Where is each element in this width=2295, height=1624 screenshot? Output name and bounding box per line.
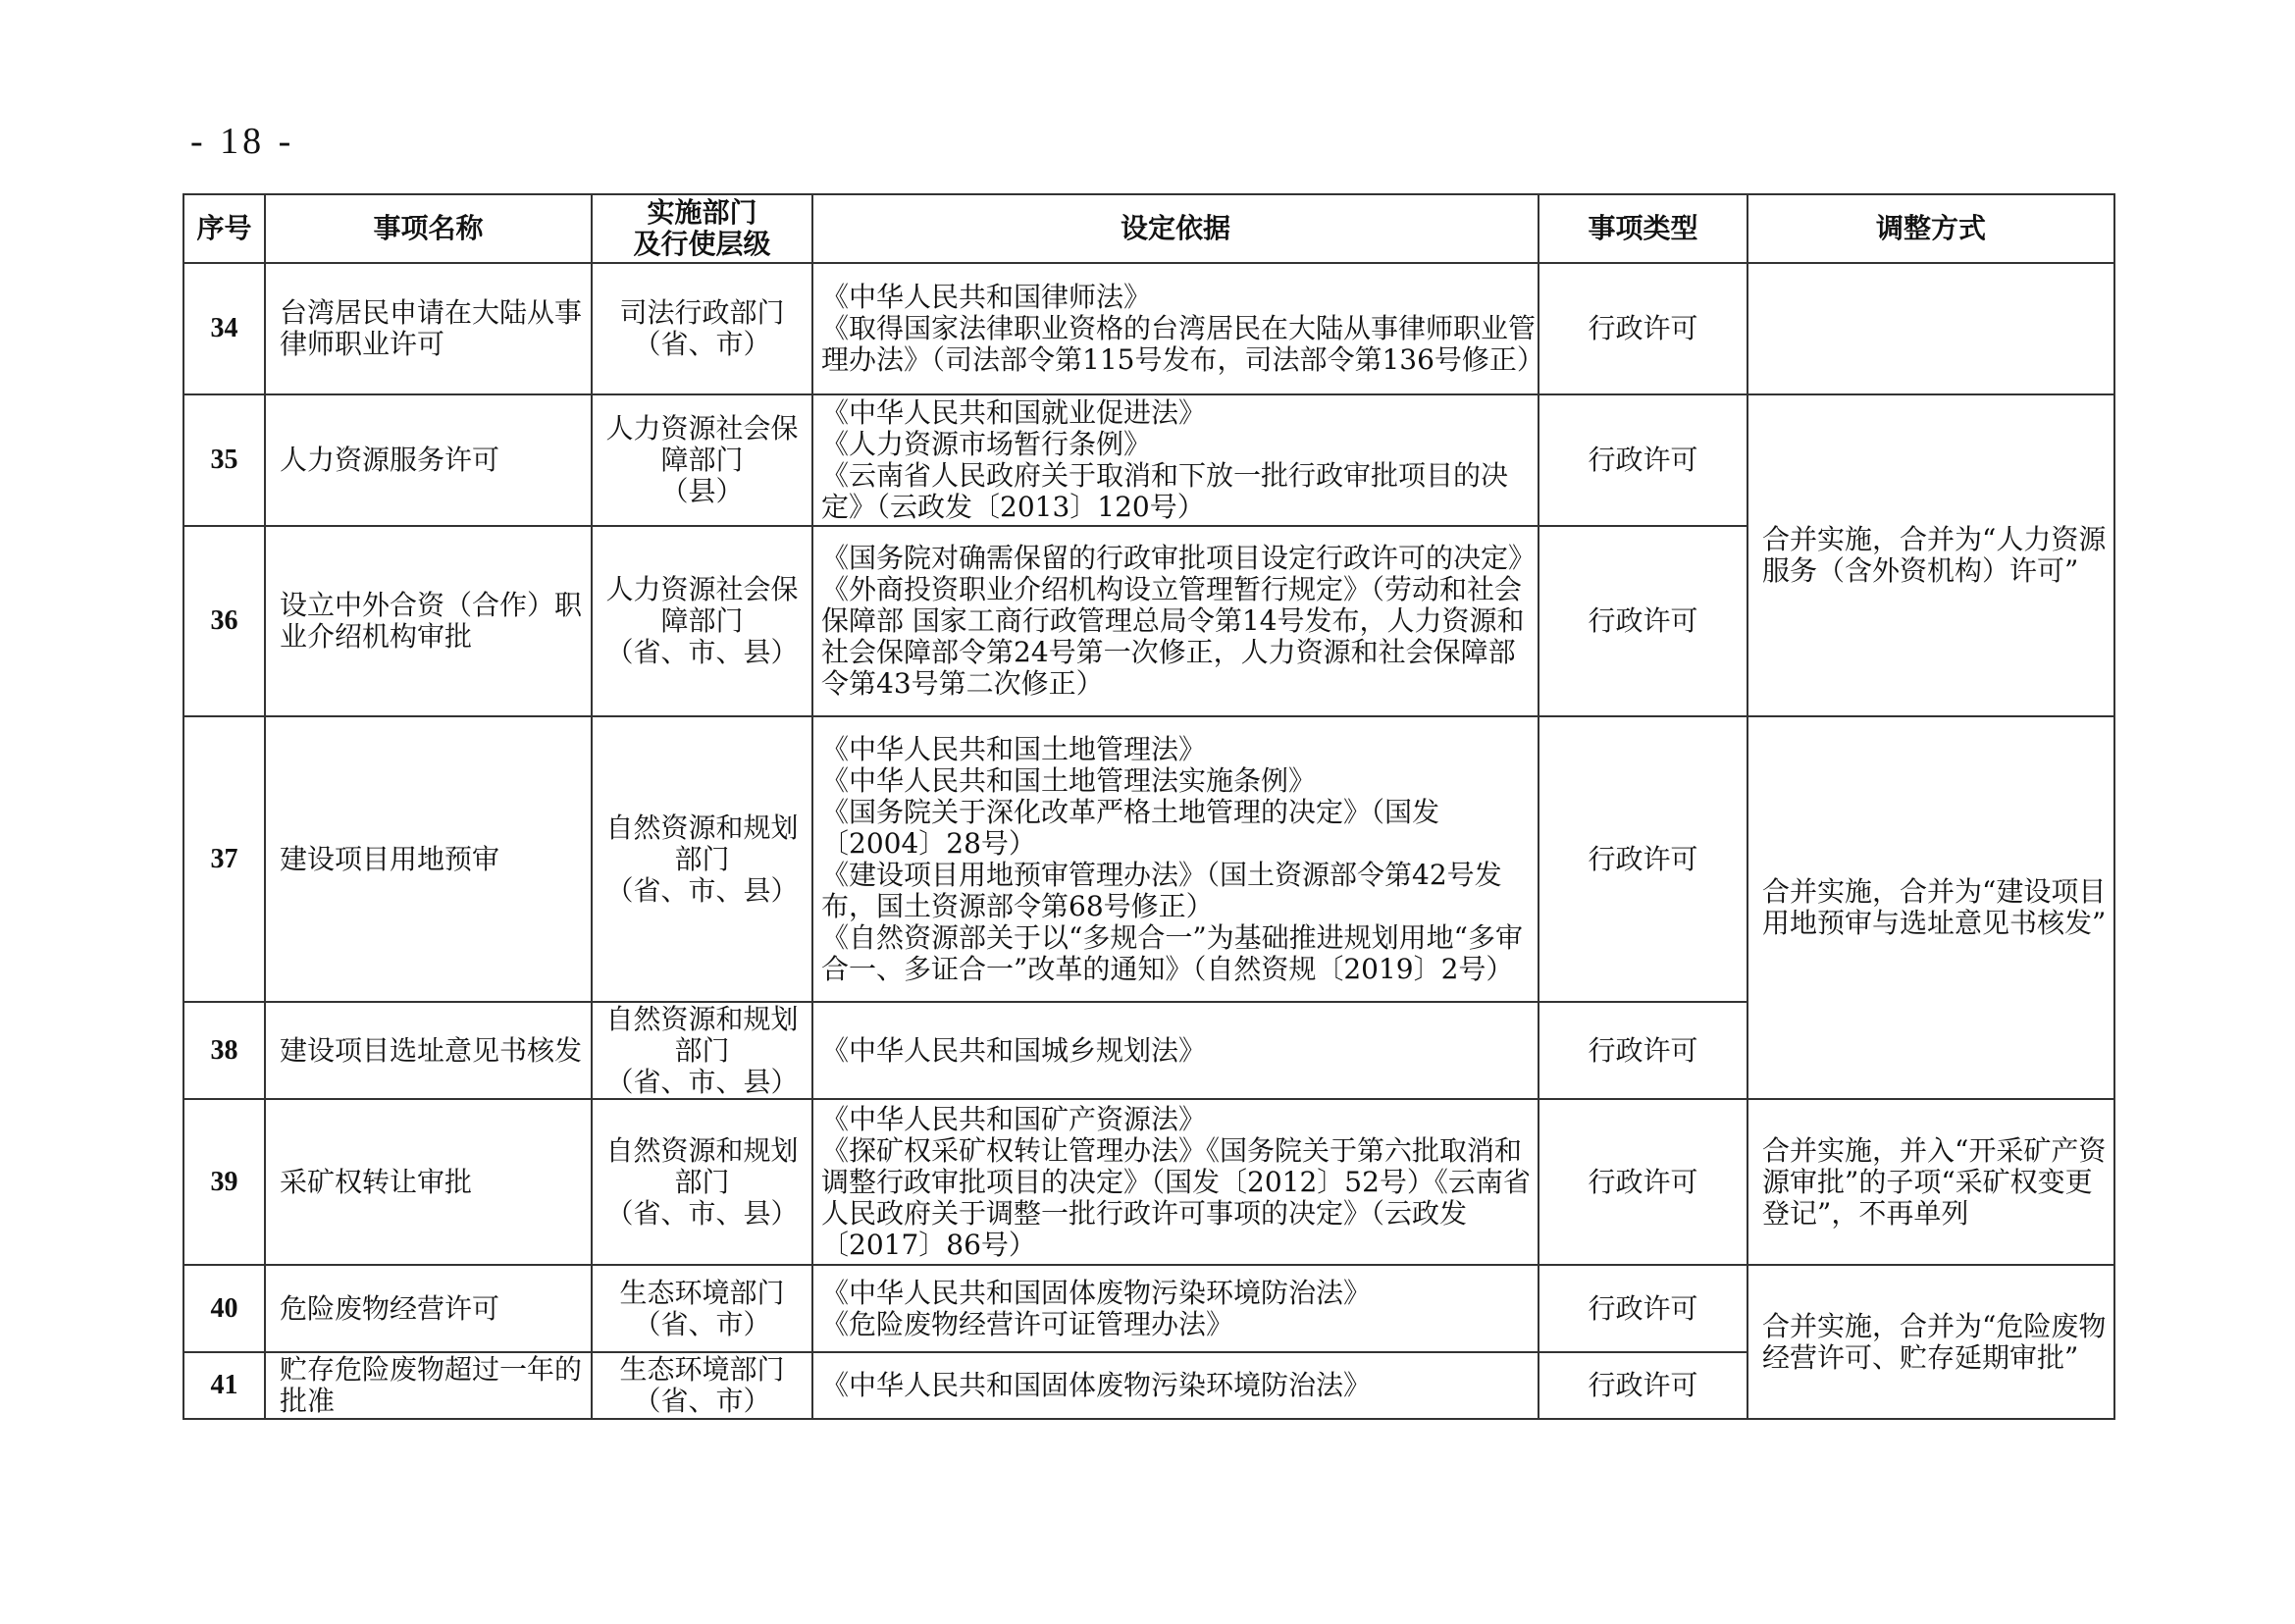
adjust-cell: 合并实施，合并为“危险废物经营许可、贮存延期审批” bbox=[1747, 1265, 2114, 1419]
dept-level: （省、市） bbox=[633, 1307, 771, 1340]
dept-line: 生态环境部门 bbox=[619, 1353, 785, 1386]
basis-line: 《国务院关于深化改革严格土地管理的决定》（国发〔2004〕28号） bbox=[821, 795, 1440, 860]
basis-cell bbox=[812, 1002, 1539, 1099]
dept-line: 自然资源和规划部门 bbox=[605, 1002, 799, 1067]
basis-line: 《中华人民共和国城乡规划法》 bbox=[821, 1033, 1207, 1067]
header-name: 事项名称 bbox=[265, 194, 592, 263]
row-number: 34 bbox=[183, 263, 265, 394]
item-type: 行政许可 bbox=[1539, 526, 1747, 716]
dept-cell bbox=[592, 1352, 812, 1419]
basis-cell bbox=[812, 1099, 1539, 1265]
item-name: 危险废物经营许可 bbox=[265, 1265, 592, 1352]
basis-line: 《人力资源市场暂行条例》 bbox=[821, 428, 1152, 460]
dept-cell bbox=[592, 1265, 812, 1352]
basis-line: 《中华人民共和国律师法》 bbox=[821, 281, 1152, 313]
item-type: 行政许可 bbox=[1539, 394, 1747, 526]
dept-level: （省、市、县） bbox=[605, 873, 799, 907]
basis-cell bbox=[812, 1352, 1539, 1419]
header-type: 事项类型 bbox=[1539, 194, 1747, 263]
row-number: 38 bbox=[183, 1002, 265, 1099]
dept-cell bbox=[592, 263, 812, 394]
dept-cell bbox=[592, 1099, 812, 1265]
dept-cell bbox=[592, 526, 812, 716]
basis-cell bbox=[812, 716, 1539, 1002]
row-number: 40 bbox=[183, 1265, 265, 1352]
basis-line: 《自然资源部关于以“多规合一”为基础推进规划用地“多审合一、多证合一”改革的通知》（自然资规〔2019〕2号） bbox=[821, 920, 1523, 985]
header-dept-line1: 实施部门 bbox=[647, 196, 757, 229]
dept-level: （省、市、县） bbox=[605, 1196, 799, 1230]
dept-cell bbox=[592, 1002, 812, 1099]
item-name: 设立中外合资（合作）职业介绍机构审批 bbox=[265, 526, 592, 716]
table-row bbox=[183, 394, 2114, 526]
header-dept-line2: 及行使层级 bbox=[633, 228, 771, 260]
dept-line: 司法行政部门 bbox=[619, 296, 785, 329]
table-row bbox=[183, 1265, 2114, 1352]
dept-level: （省、市、县） bbox=[605, 636, 799, 668]
item-name: 采矿权转让审批 bbox=[265, 1099, 592, 1265]
row-number: 39 bbox=[183, 1099, 265, 1265]
table-header-row bbox=[183, 194, 2114, 263]
item-name: 建设项目选址意见书核发 bbox=[265, 1002, 592, 1099]
header-dept bbox=[592, 194, 812, 263]
basis-line: 《中华人民共和国矿产资源法》 bbox=[821, 1102, 1207, 1135]
basis-line: 《中华人民共和国土地管理法实施条例》 bbox=[821, 763, 1317, 797]
dept-level: （县） bbox=[660, 475, 744, 507]
item-name: 台湾居民申请在大陆从事律师职业许可 bbox=[265, 263, 592, 394]
basis-line: 《危险废物经营许可证管理办法》 bbox=[821, 1307, 1234, 1340]
basis-line: 《云南省人民政府关于取消和下放一批行政审批项目的决定》（云政发〔2013〕120号） bbox=[821, 459, 1509, 523]
dept-cell bbox=[592, 716, 812, 1002]
adjust-cell: 合并实施，并入“开采矿产资源审批”的子项“采矿权变更登记”，不再单列 bbox=[1747, 1099, 2114, 1265]
basis-line: 《取得国家法律职业资格的台湾居民在大陆从事律师职业管理办法》（司法部令第115号发布，司法部令第136号修正） bbox=[821, 312, 1544, 376]
basis-line: 《中华人民共和国土地管理法》 bbox=[821, 732, 1207, 765]
item-name: 贮存危险废物超过一年的批准 bbox=[265, 1352, 592, 1419]
basis-cell bbox=[812, 263, 1544, 394]
dept-cell bbox=[592, 394, 812, 526]
table-row bbox=[183, 716, 2114, 1002]
dept-line: 人力资源社会保障部门 bbox=[605, 573, 799, 637]
dept-level: （省、市、县） bbox=[605, 1065, 799, 1098]
item-type: 行政许可 bbox=[1539, 1352, 1747, 1419]
dept-line: 自然资源和规划部门 bbox=[605, 1133, 799, 1198]
dept-line: 生态环境部门 bbox=[619, 1276, 785, 1309]
item-type: 行政许可 bbox=[1539, 1002, 1747, 1099]
items-table bbox=[183, 193, 2115, 1420]
header-no: 序号 bbox=[183, 194, 265, 263]
item-type: 行政许可 bbox=[1539, 1099, 1747, 1265]
dept-level: （省、市） bbox=[633, 328, 771, 360]
basis-line: 《中华人民共和国固体废物污染环境防治法》 bbox=[821, 1276, 1372, 1309]
row-number: 35 bbox=[183, 394, 265, 526]
basis-line: 《探矿权采矿权转让管理办法》《国务院关于第六批取消和调整行政审批项目的决定》（国发〔2012〕52号）《云南省人民政府关于调整一批行政许可事项的决定》（云政发〔2017〕86号） bbox=[821, 1133, 1531, 1261]
basis-line: 《建设项目用地预审管理办法》（国土资源部令第42号发布，国土资源部令第68号修正） bbox=[821, 858, 1502, 922]
basis-cell bbox=[812, 1265, 1539, 1352]
item-type: 行政许可 bbox=[1539, 716, 1747, 1002]
page-number: - 18 - bbox=[190, 121, 295, 162]
basis-cell bbox=[812, 394, 1539, 526]
table-row bbox=[183, 1099, 2114, 1265]
header-basis: 设定依据 bbox=[812, 194, 1539, 263]
item-type: 行政许可 bbox=[1539, 263, 1747, 394]
basis-cell bbox=[812, 526, 1539, 716]
item-type: 行政许可 bbox=[1539, 1265, 1747, 1352]
dept-level: （省、市） bbox=[633, 1385, 771, 1417]
adjust-cell: 合并实施，合并为“人力资源服务（含外资机构）许可” bbox=[1747, 394, 2114, 716]
item-name: 建设项目用地预审 bbox=[265, 716, 592, 1002]
basis-line: 《外商投资职业介绍机构设立管理暂行规定》（劳动和社会保障部 国家工商行政管理总局令第14号发布，人力资源和社会保障部令第24号第一次修正，人力资源和社会保障部令第43号第二次修正） bbox=[821, 573, 1525, 700]
row-number: 37 bbox=[183, 716, 265, 1002]
item-name: 人力资源服务许可 bbox=[265, 394, 592, 526]
basis-line: 《中华人民共和国固体废物污染环境防治法》 bbox=[821, 1369, 1372, 1401]
table-row bbox=[183, 263, 2114, 394]
basis-line: 《中华人民共和国就业促进法》 bbox=[821, 396, 1207, 429]
dept-line: 自然资源和规划部门 bbox=[605, 811, 799, 875]
row-number: 41 bbox=[183, 1352, 265, 1419]
basis-line: 《国务院对确需保留的行政审批项目设定行政许可的决定》 bbox=[821, 542, 1537, 574]
adjust-cell bbox=[1747, 263, 2114, 394]
row-number: 36 bbox=[183, 526, 265, 716]
dept-line: 人力资源社会保障部门 bbox=[605, 412, 799, 476]
adjust-cell: 合并实施，合并为“建设项目用地预审与选址意见书核发” bbox=[1747, 716, 2114, 1099]
header-adjust: 调整方式 bbox=[1747, 194, 2114, 263]
